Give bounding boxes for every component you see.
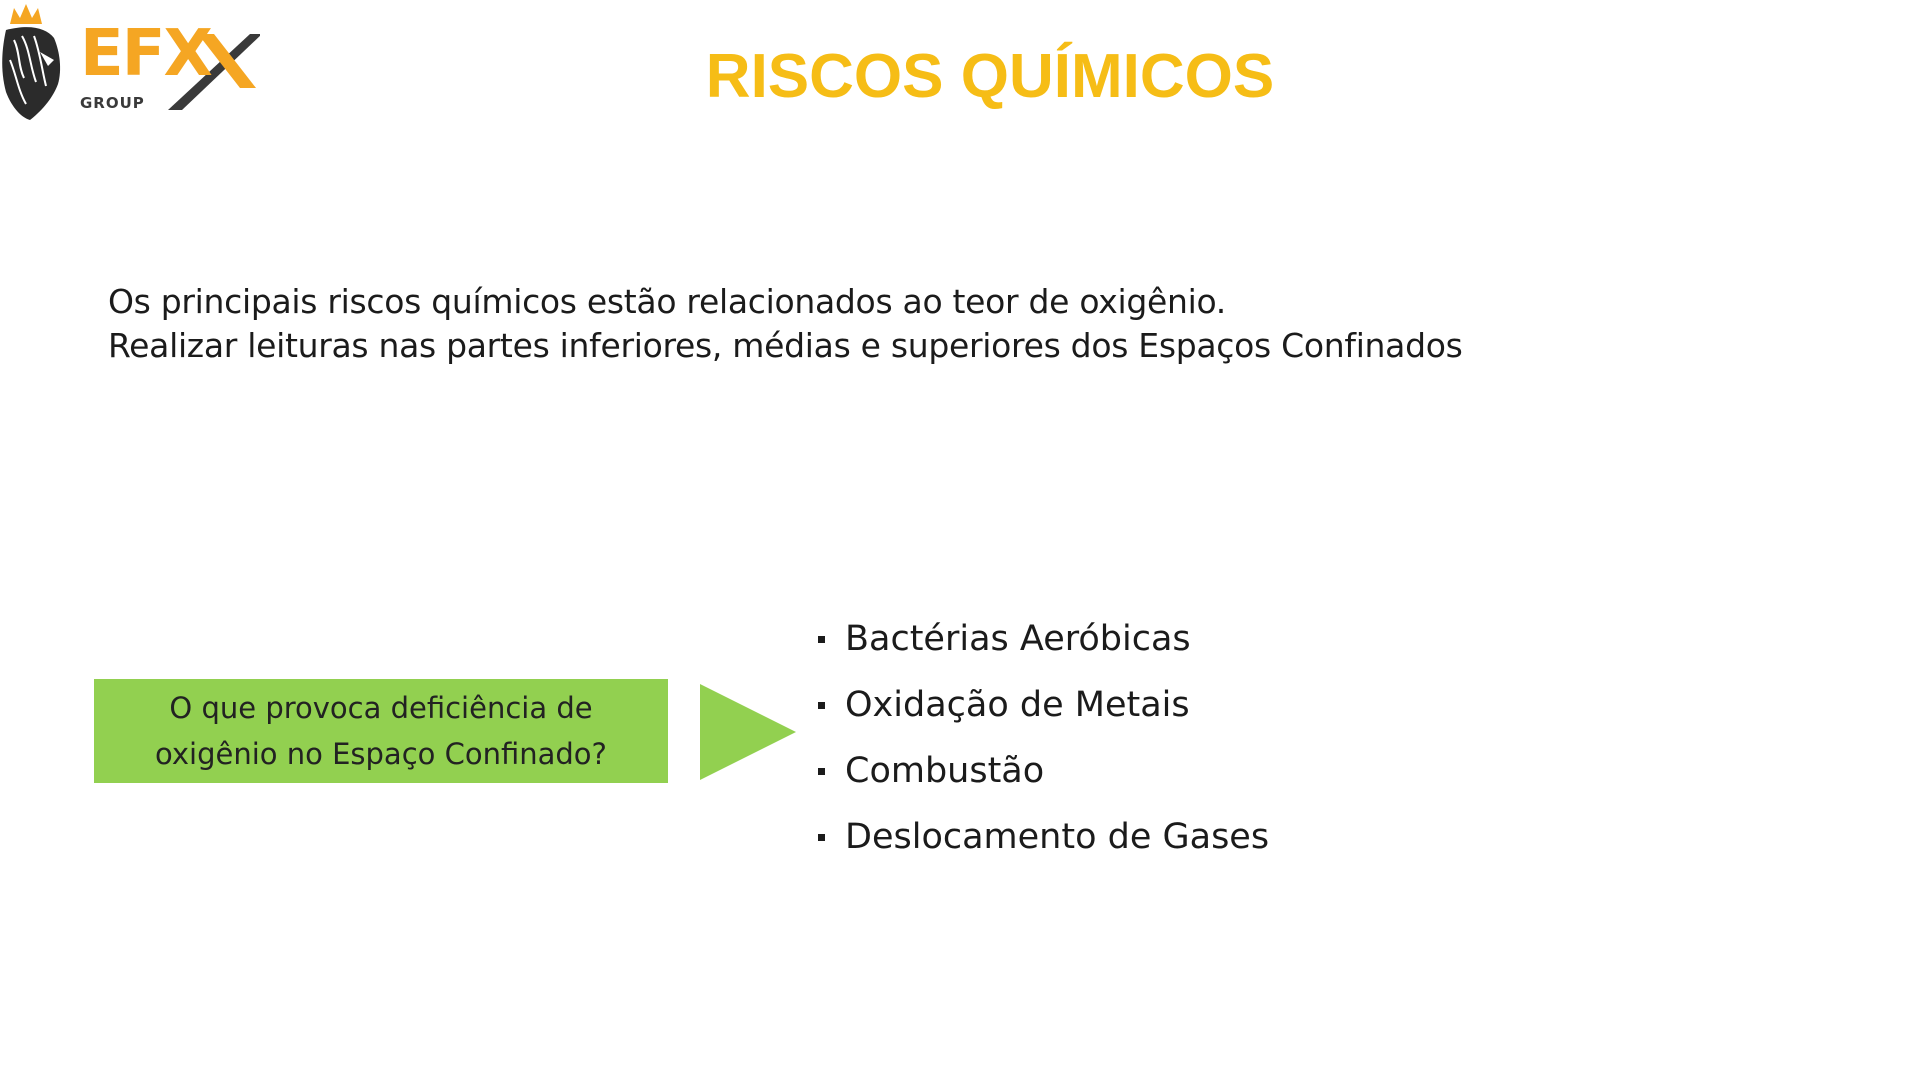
logo-subtitle: GROUP [80, 94, 145, 112]
list-item [818, 672, 1269, 738]
square-bullet-icon [818, 768, 825, 775]
square-bullet-icon [818, 636, 825, 643]
page-title: RISCOS QUÍMICOS [705, 42, 1275, 111]
list-item [818, 738, 1269, 804]
list-item [818, 804, 1269, 870]
causes-list [818, 606, 1269, 870]
right-triangle-arrow-icon [700, 684, 796, 780]
intro-line-1: Os principais riscos químicos estão relacionados ao teor de oxigênio. [108, 282, 1226, 321]
cause-label: Combustão [845, 751, 1045, 791]
question-text: O que provoca deficiência de oxigênio no Espaço Confinado? [155, 691, 607, 771]
list-item [818, 606, 1269, 672]
intro-text [108, 280, 1463, 368]
cause-label: Deslocamento de Gases [845, 817, 1270, 857]
cause-label: Bactérias Aeróbicas [845, 619, 1191, 659]
logo-wordmark: EFX [80, 17, 211, 91]
square-bullet-icon [818, 834, 825, 841]
square-bullet-icon [818, 702, 825, 709]
intro-line-2: Realizar leituras nas partes inferiores, médias e superiores dos Espaços Confinados [108, 326, 1463, 365]
cause-label: Oxidação de Metais [845, 685, 1190, 725]
question-box [94, 679, 668, 783]
